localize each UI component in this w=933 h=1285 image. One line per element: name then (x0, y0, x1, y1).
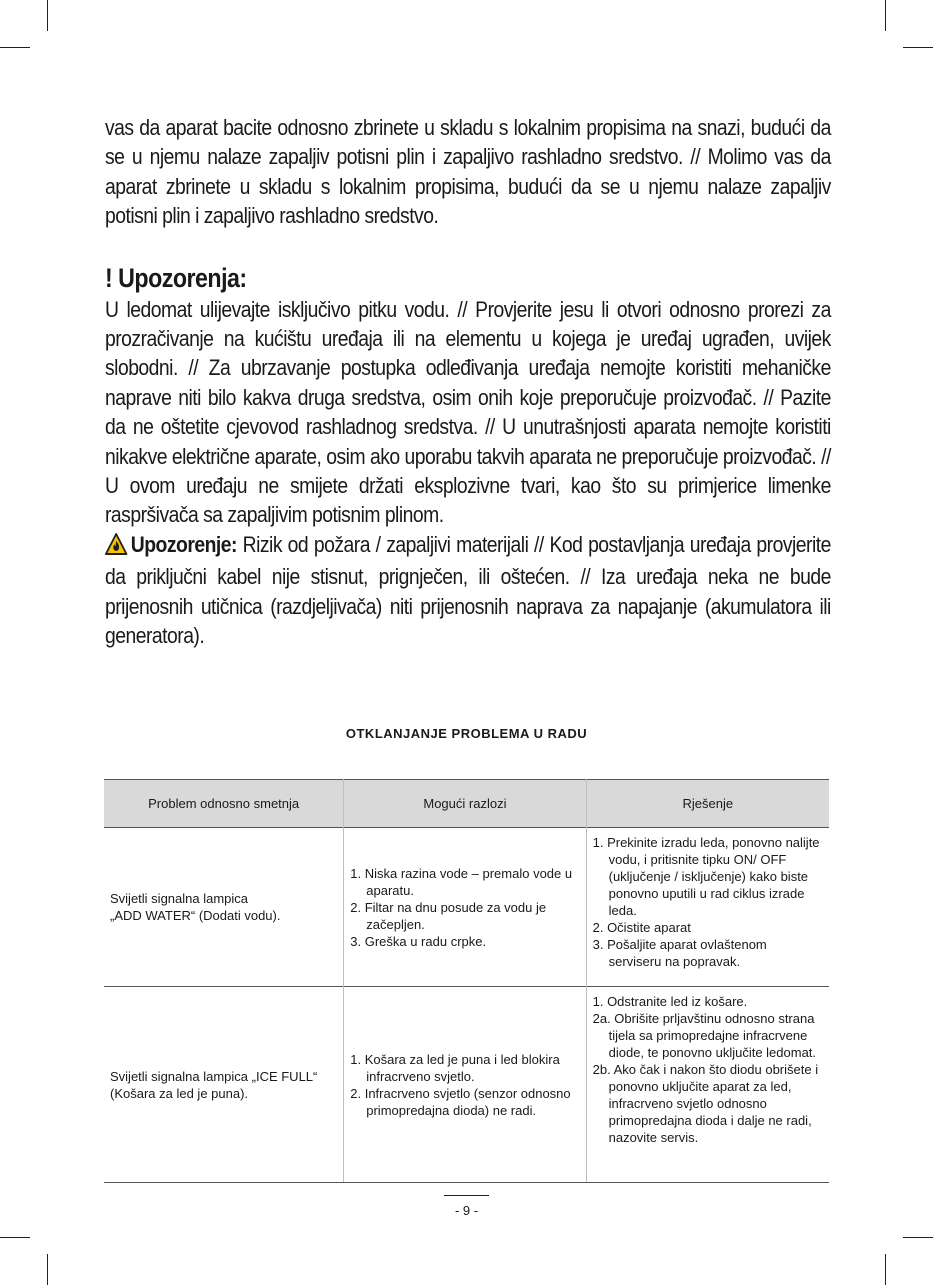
body-text (105, 113, 831, 651)
problem-cell (104, 987, 344, 1183)
table-header-row (104, 780, 829, 828)
header-solution: Rješenje (586, 780, 829, 828)
header-causes: Mogući razlozi (344, 780, 586, 828)
page-number: - 9 - (454, 1203, 479, 1218)
solution-item: 1. Prekinite izradu leda, ponovno nalijte vodu, i pritisnite tipku ON/ OFF (uključenje / isključenje) kako biste ponovno uputili u rad ciklus izrade leda. (592, 835, 820, 918)
warnings-paragraph: U ledomat ulijevajte isključivo pitku vodu. // Provjerite jesu li otvori odnosno prorezi za prozračivanje na kućištu uređaja ili na elementu u kojega je uređaj ugrađen, uvijek slobodni. // Za ubrzavanje postupka odleđivanja uređaja nemojte koristiti mehaničke naprave niti bilo kakva druga sredstva, osim onih koje preporučuje proizvođač. // Pazite da ne oštetite cjevovod rashladnog sredstva. // U unutrašnjosti aparata nemojte koristiti nikakve električne aparate, osim ako uporabu takvih aparata ne preporučuje proizvođač. // U ovom uređaju ne smijete držati eksplozivne tvari, kao što su primjerice limenke raspršivača sa zapaljivim potisnim plinom. (105, 296, 831, 528)
problem-line: „ADD WATER“ (Dodati vodu). (110, 908, 281, 923)
causes-cell (344, 828, 586, 987)
solution-item: 2. Očistite aparat (592, 920, 691, 935)
problem-cell (104, 828, 344, 987)
solution-cell (586, 987, 829, 1183)
problem-line: (Košara za led je puna). (110, 1085, 249, 1101)
causes-cell (344, 987, 586, 1183)
solution-item: 3. Pošaljite aparat ovlaštenom serviseru na popravak. (592, 937, 767, 969)
troubleshooting-table (104, 779, 829, 1183)
fire-warning-text: Rizik od požara / zapaljivi materijali // Kod postavljanja uređaja provjerite da priključni kabel nije stisnut, prignječen, ili oštećen. // Iza uređaja neka ne bude prijenosnih utičnica (razdjeljivača) niti prijenosnih naprava za napajanje (akumulatora ili generatora). (105, 531, 831, 649)
solution-item: 1. Odstranite led iz košare. (592, 994, 748, 1009)
crop-mark (0, 1237, 30, 1238)
cause-item: 2. Infracrveno svjetlo (senzor odnosno primopredajna dioda) ne radi. (350, 1085, 571, 1118)
intro-paragraph: vas da aparat bacite odnosno zbrinete u skladu s lokalnim propisima na snazi, budući da se u njemu nalaze zapaljiv potisni plin i zapaljivo rashladno sredstvo. // Molimo vas da aparat zbrinete u skladu s lokalnim propisima, budući da se u njemu nalaze zapaljiv potisni plin i zapaljivo rashladno sredstvo. (105, 115, 831, 229)
header-problem: Problem odnosno smetnja (104, 780, 344, 828)
solution-item: 2a. Obrišite prljavštinu odnosno strana tijela sa primopredajne infracrvene diode, te ponovno uključite ledomat. (592, 1011, 817, 1060)
crop-mark (47, 1254, 48, 1285)
crop-mark (47, 0, 48, 31)
warnings-heading: ! Upozorenja: (105, 262, 247, 293)
fire-warning-paragraph (105, 530, 831, 651)
cause-item: 3. Greška u radu crpke. (350, 933, 487, 949)
crop-mark (885, 1254, 886, 1285)
flame-warning-triangle-icon (105, 533, 127, 562)
section-title: OTKLANJANJE PROBLEMA U RADU (345, 726, 588, 741)
table-row (104, 987, 829, 1183)
crop-mark (885, 0, 886, 31)
crop-mark (0, 47, 30, 48)
page-number-rule (444, 1195, 489, 1196)
cause-item: 2. Filtar na dnu posude za vodu je začepljen. (350, 899, 547, 932)
problem-line: Svijetli signalna lampica „ICE FULL“ (110, 1068, 318, 1084)
problem-line: Svijetli signalna lampica (110, 891, 249, 906)
fire-warning-label: Upozorenje: (130, 531, 237, 557)
cause-item: 1. Niska razina vode – premalo vode u aparatu. (350, 865, 573, 898)
cause-item: 1. Košara za led je puna i led blokira infracrveno svjetlo. (350, 1051, 560, 1084)
crop-mark (903, 47, 933, 48)
table-row (104, 828, 829, 987)
crop-mark (903, 1237, 933, 1238)
solution-item: 2b. Ako čak i nakon što diodu obrišete i ponovno uključite aparat za led, infracrveno svjetlo odnosno primopredajna dioda i dalje ne radi, nazovite servis. (592, 1062, 819, 1145)
solution-cell (586, 828, 829, 987)
